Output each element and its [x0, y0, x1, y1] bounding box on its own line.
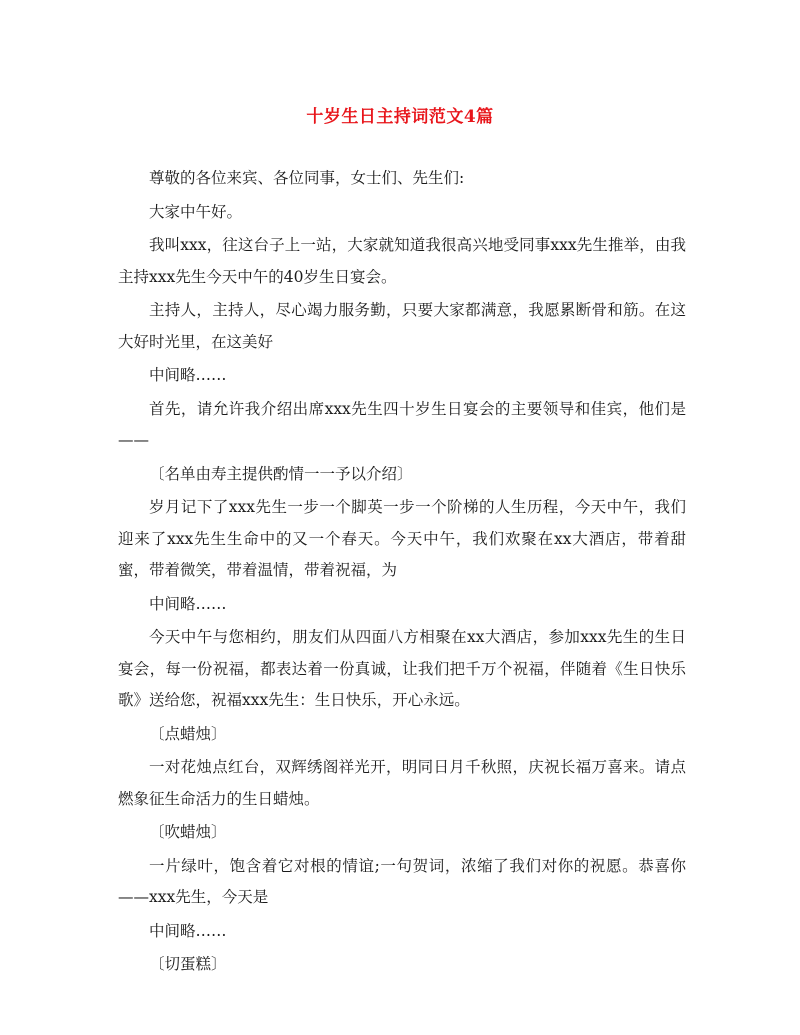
paragraph-greeting: 尊敬的各位来宾、各位同事，女士们、先生们: — [149, 169, 465, 187]
paragraph-omitted-3: 中间略…… — [149, 921, 227, 940]
paragraph-life-journey: 岁月记下了xxx先生一步一个脚英一步一个阶梯的人生历程，今天中午，我们迎来了xxx先生生命中的又一个春天。今天中午，我们欢聚在xx大酒店，带着甜蜜，带着微笑，带着温情，带着祝福，为 — [118, 498, 686, 579]
paragraph-good-noon: 大家中午好。 — [149, 202, 243, 221]
paragraph-green-leaf: 一片绿叶，饱含着它对根的情谊;一句贺词，浓缩了我们对你的祝愿。恭喜你——xxx先生，今天是 — [118, 856, 686, 906]
document-body — [118, 163, 686, 983]
document-title: 十岁生日主持词范文4篇 — [306, 107, 494, 127]
paragraph-self-intro: 我叫xxx，往这台子上一站，大家就知道我很高兴地受同事xxx先生推举，由我主持xxx先生今天中午的40岁生日宴会。 — [118, 236, 686, 286]
paragraph-omitted-2: 中间略…… — [149, 594, 227, 613]
paragraph-candle-verse: 一对花烛点红台，双辉绣阁祥光开，明同日月千秋照，庆祝长福万喜来。请点燃象征生命活力的生日蜡烛。 — [118, 758, 686, 808]
paragraph-introduce-guests: 首先，请允许我介绍出席xxx先生四十岁生日宴会的主要领导和佳宾，他们是—— — [118, 399, 686, 449]
paragraph-light-candles-cue: 〔点蜡烛〕 — [149, 724, 227, 743]
paragraph-birthday-wishes: 今天中午与您相约，朋友们从四面八方相聚在xx大酒店，参加xxx先生的生日宴会，每一份祝福，都表达着一份真诚，让我们把千万个祝福，伴随着《生日快乐歌》送给您，祝福xxx先生：生日快乐，开心永远。 — [118, 628, 686, 709]
paragraph-host-verse: 主持人，主持人，尽心竭力服务勤，只要大家都满意，我愿累断骨和筋。在这大好时光里，在这美好 — [118, 301, 686, 351]
paragraph-guest-list-note: 〔名单由寿主提供酌情一一予以介绍〕 — [149, 464, 413, 483]
paragraph-cut-cake-cue: 〔切蛋糕〕 — [149, 955, 227, 973]
paragraph-omitted-1: 中间略…… — [149, 366, 227, 384]
paragraph-blow-candles-cue: 〔吹蜡烛〕 — [149, 823, 227, 841]
